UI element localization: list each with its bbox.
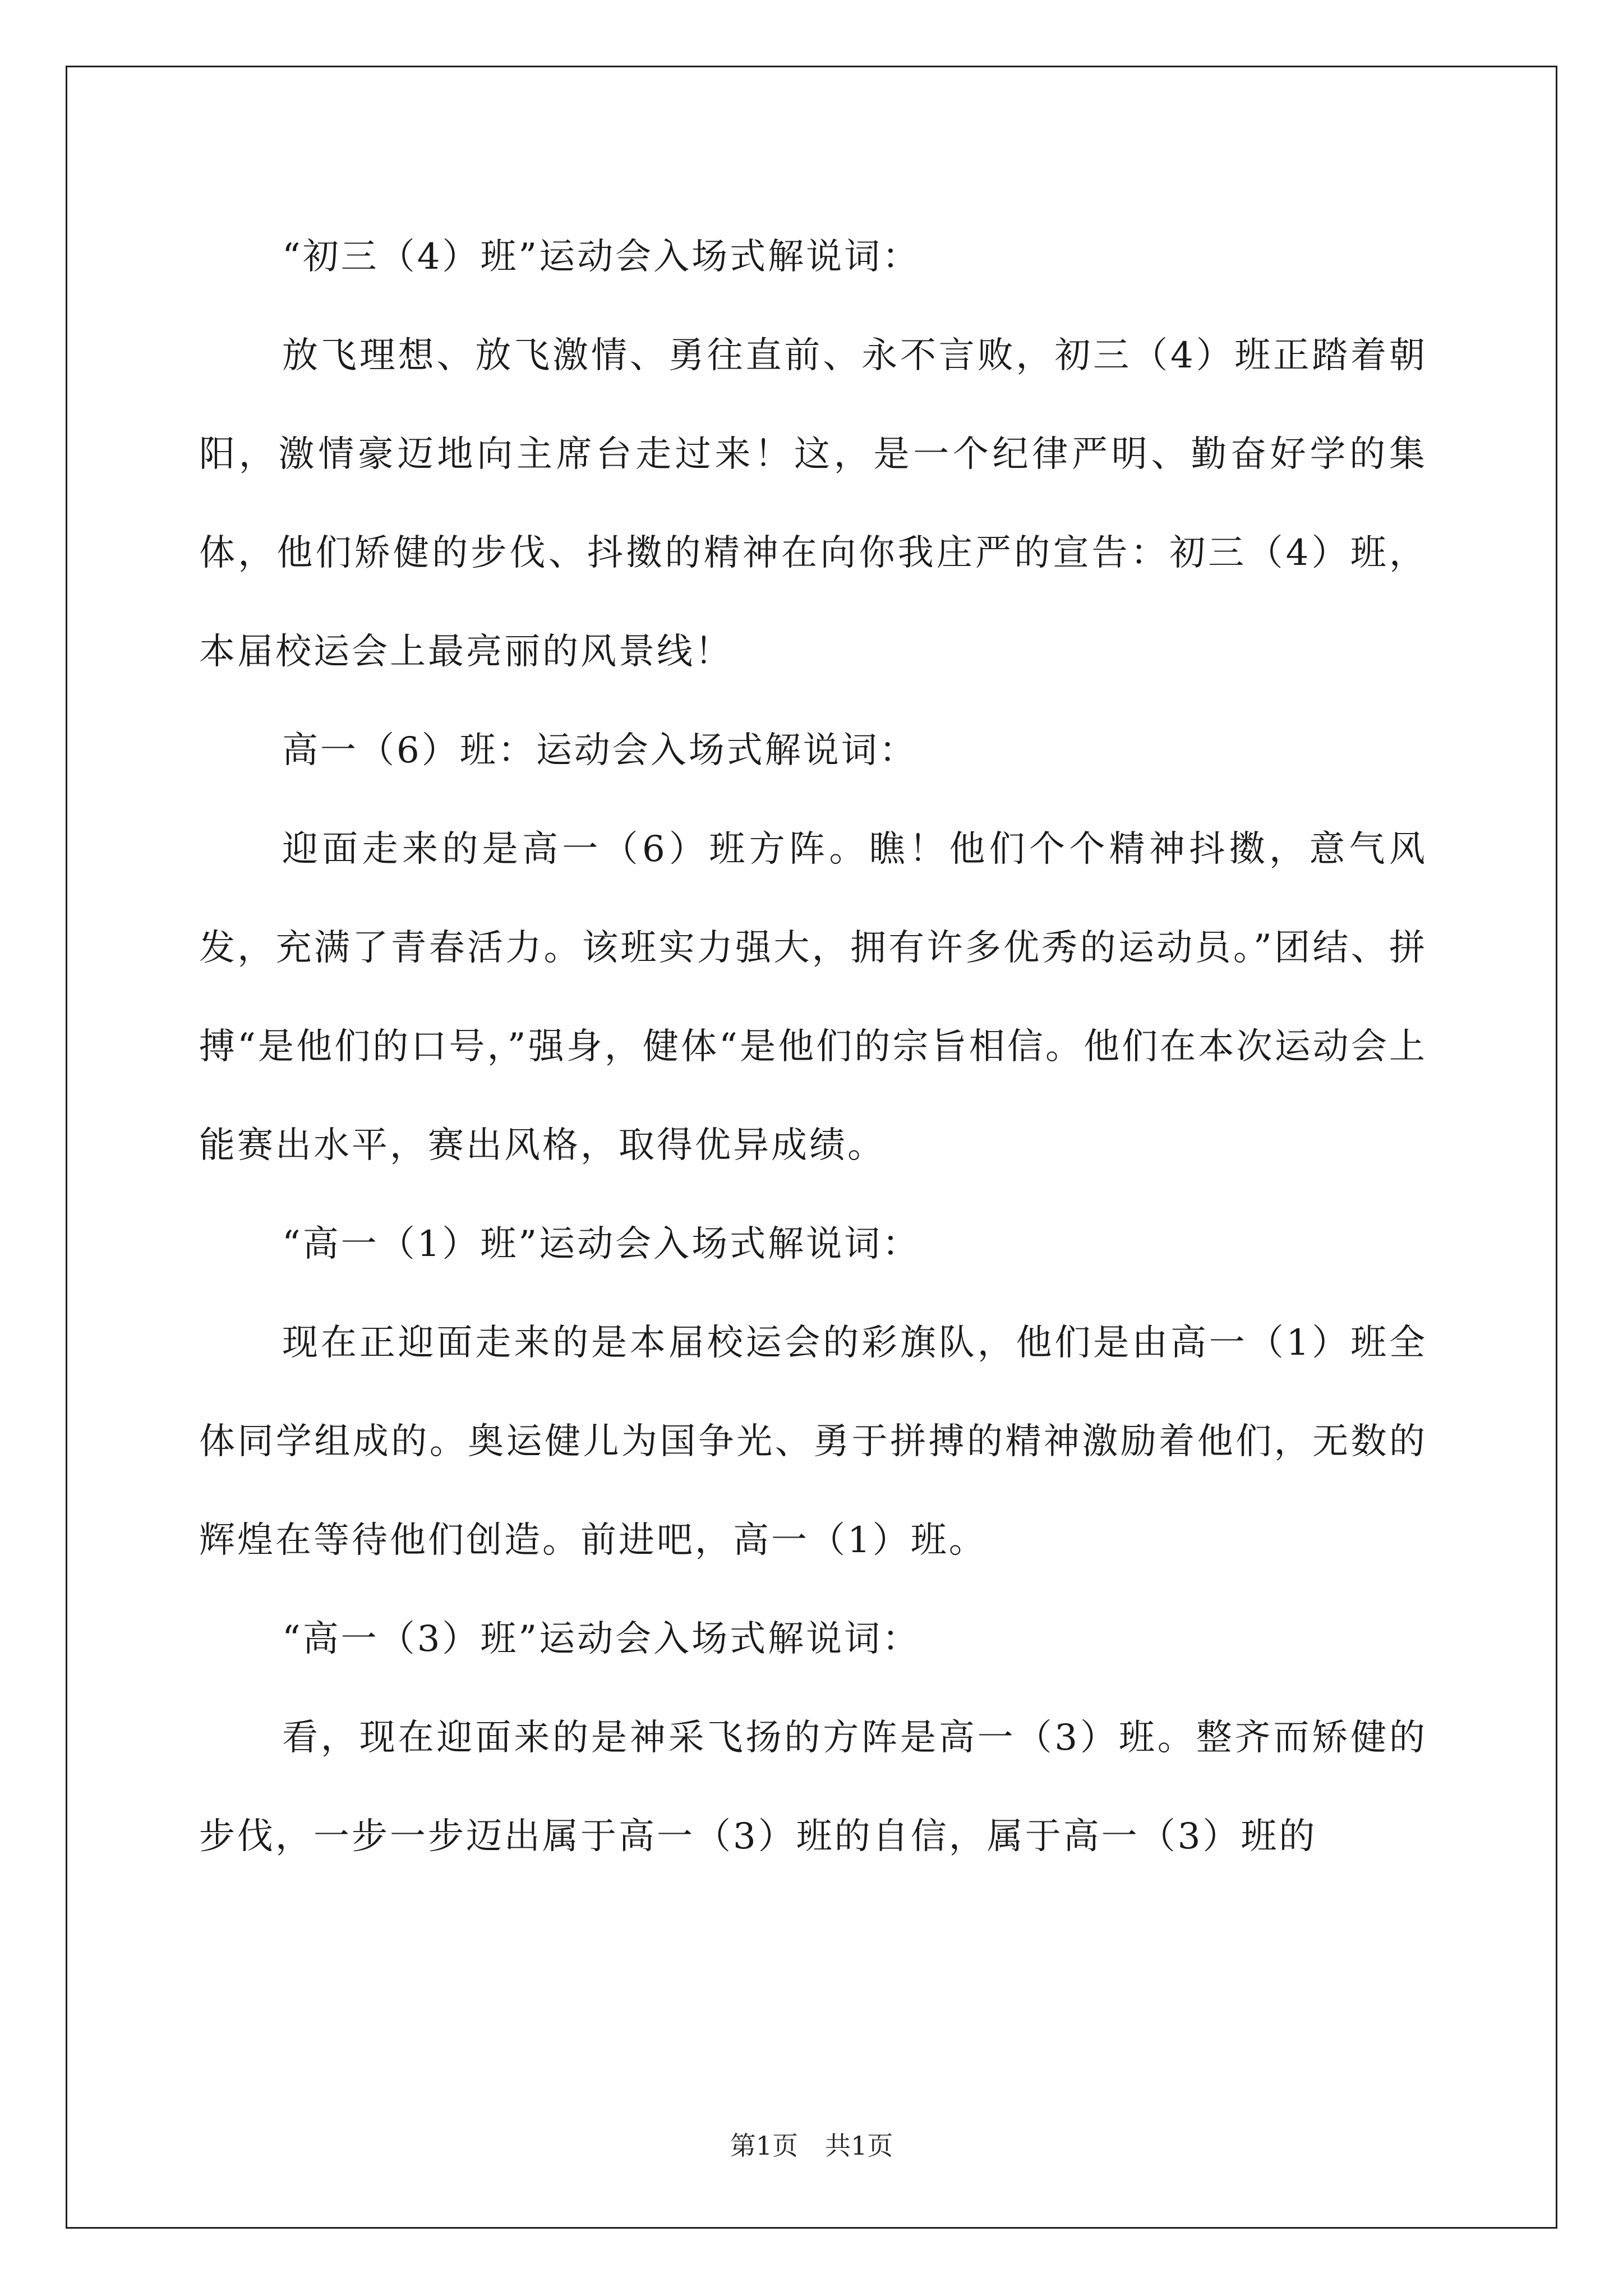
heading-class-10-6: 高一（6）班：运动会入场式解说词： xyxy=(282,730,917,771)
document-body xyxy=(199,208,1427,1886)
page-total: 共1页 xyxy=(825,2131,893,2161)
paragraph-class-10-6: 迎面走来的是高一（6）班方阵。瞧！他们个个精神抖擞，意气风发，充满了青春活力。该班实力强大，拥有许多优秀的运动员。”团结、拼搏“是他们的口号，”强身，健体“是他们的宗旨相信。他们在本次运动会上能赛出水平，赛出风格，取得优异成绩。 xyxy=(199,829,1427,1166)
page-number: 第1页 xyxy=(730,2131,798,2161)
paragraph-class-9-4: 放飞理想、放飞激情、勇往直前、永不言败，初三（4）班正踏着朝阳，激情豪迈地向主席台走过来！这，是一个纪律严明、勤奋好学的集体，他们矫健的步伐、抖擞的精神在向你我庄严的宣告：初三（4）班，本届校运会上最亮丽的风景线！ xyxy=(199,335,1427,673)
paragraph-class-10-1: 现在正迎面走来的是本届校运会的彩旗队，他们是由高一（1）班全体同学组成的。奥运健儿为国争光、勇于拼搏的精神激励着他们，无数的辉煌在等待他们创造。前进吧，高一（1）班。 xyxy=(199,1322,1427,1561)
page-footer xyxy=(0,2129,1623,2162)
heading-class-9-4: “初三（4）班”运动会入场式解说词： xyxy=(282,236,921,278)
paragraph-class-10-3: 看，现在迎面来的是神采飞扬的方阵是高一（3）班。整齐而矫健的步伐，一步一步迈出属于高一（3）班的自信，属于高一（3）班的 xyxy=(199,1717,1427,1857)
heading-class-10-1: “高一（1）班”运动会入场式解说词： xyxy=(282,1223,921,1265)
heading-class-10-3: “高一（3）班”运动会入场式解说词： xyxy=(282,1618,921,1660)
